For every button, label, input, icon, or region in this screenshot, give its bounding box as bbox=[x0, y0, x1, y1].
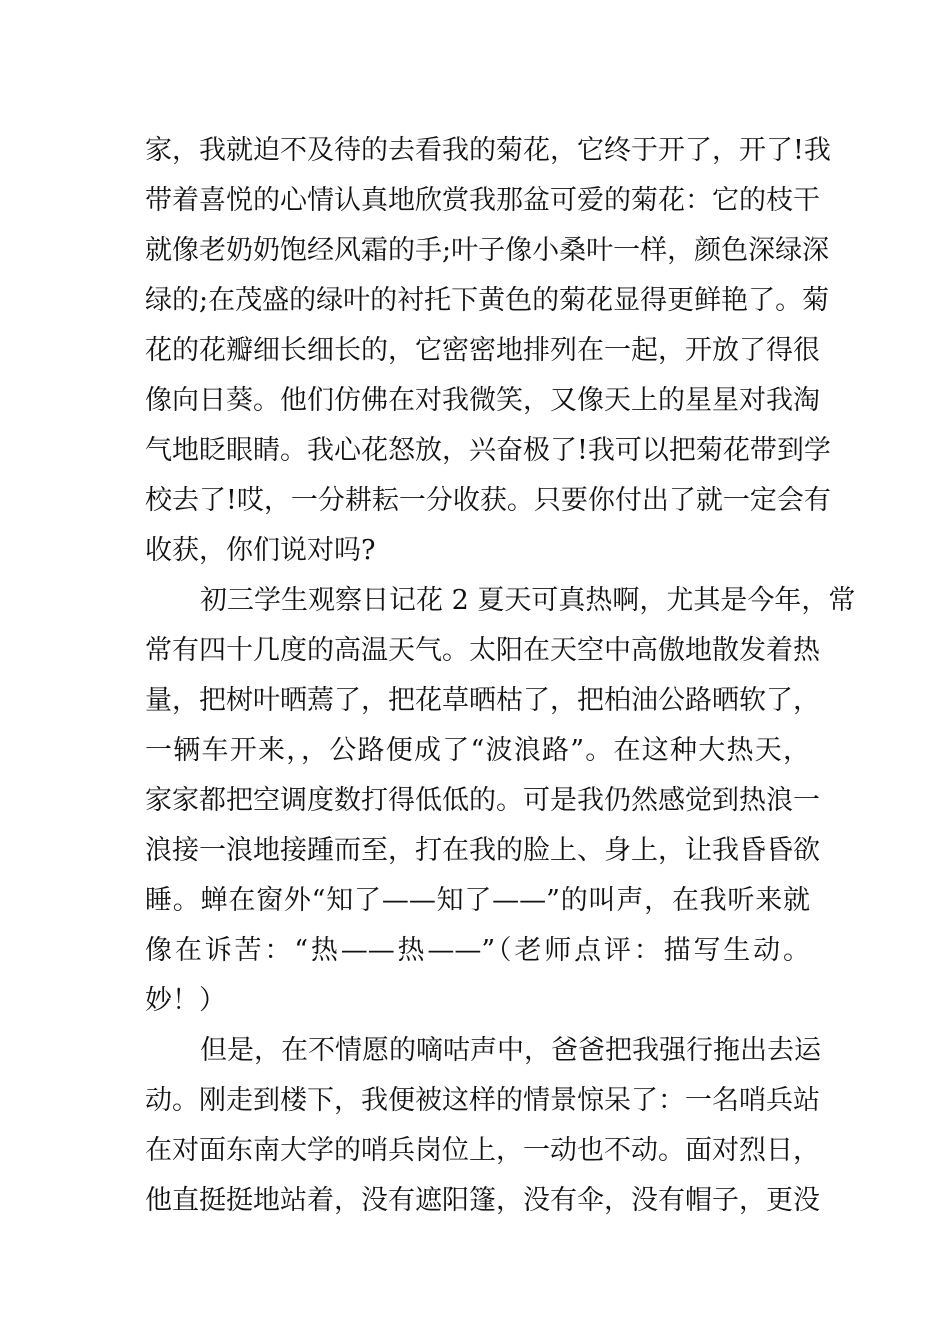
text-line: 他直挺挺地站着，没有遮阳篷，没有伞，没有帽子，更没 bbox=[145, 1185, 820, 1216]
text-line: 带着喜悦的心情认真地欣赏我那盆可爱的菊花：它的枝干 bbox=[145, 185, 820, 216]
paragraph-3 bbox=[145, 1026, 821, 1226]
text-line: 绿的;在茂盛的绿叶的衬托下黄色的菊花显得更鲜艳了。菊 bbox=[145, 285, 830, 316]
text-line: 初三学生观察日记花 2 夏天可真热啊，尤其是今年，常 bbox=[200, 585, 856, 616]
text-line: 家，我就迫不及待的去看我的菊花，它终于开了，开了!我 bbox=[145, 135, 831, 166]
paragraph-1 bbox=[145, 126, 831, 576]
text-line: 浪接一浪地接踵而至，打在我的脸上、身上，让我昏昏欲 bbox=[145, 835, 820, 866]
text-line: 量，把树叶晒蔫了，把花草晒枯了，把柏油公路晒软了， bbox=[145, 685, 820, 716]
text-line: 就像老奶奶饱经风霜的手;叶子像小桑叶一样，颜色深绿深 bbox=[145, 235, 830, 266]
body-text bbox=[145, 126, 856, 1226]
text-line: 但是，在不情愿的嘀咕声中，爸爸把我强行拖出去运 bbox=[200, 1035, 821, 1066]
text-line: 妙！） bbox=[145, 985, 226, 1016]
text-line: 一辆车开来，，公路便成了“波浪路”。在这种大热天， bbox=[145, 735, 810, 766]
paragraph-2 bbox=[145, 576, 856, 1026]
text-line: 睡。蝉在窗外“知了——知了——”的叫声，在我听来就 bbox=[145, 885, 810, 916]
text-line: 收获，你们说对吗? bbox=[145, 535, 376, 566]
text-line: 花的花瓣细长细长的，它密密地排列在一起，开放了得很 bbox=[145, 335, 820, 366]
text-line: 气地眨眼睛。我心花怒放，兴奋极了!我可以把菊花带到学 bbox=[145, 435, 831, 466]
text-line: 校去了!哎，一分耕耘一分收获。只要你付出了就一定会有 bbox=[145, 485, 831, 516]
text-line: 像向日葵。他们仿佛在对我微笑，又像天上的星星对我淘 bbox=[145, 385, 820, 416]
text-line: 在对面东南大学的哨兵岗位上，一动也不动。面对烈日， bbox=[145, 1135, 820, 1166]
text-line: 家家都把空调度数打得低低的。可是我仍然感觉到热浪一 bbox=[145, 785, 820, 816]
text-line: 像在诉苦：“热——热——”（老师点评：描写生动。 bbox=[145, 935, 810, 966]
text-line: 常有四十几度的高温天气。太阳在天空中高傲地散发着热 bbox=[145, 635, 820, 666]
text-line: 动。刚走到楼下，我便被这样的情景惊呆了：一名哨兵站 bbox=[145, 1085, 820, 1116]
